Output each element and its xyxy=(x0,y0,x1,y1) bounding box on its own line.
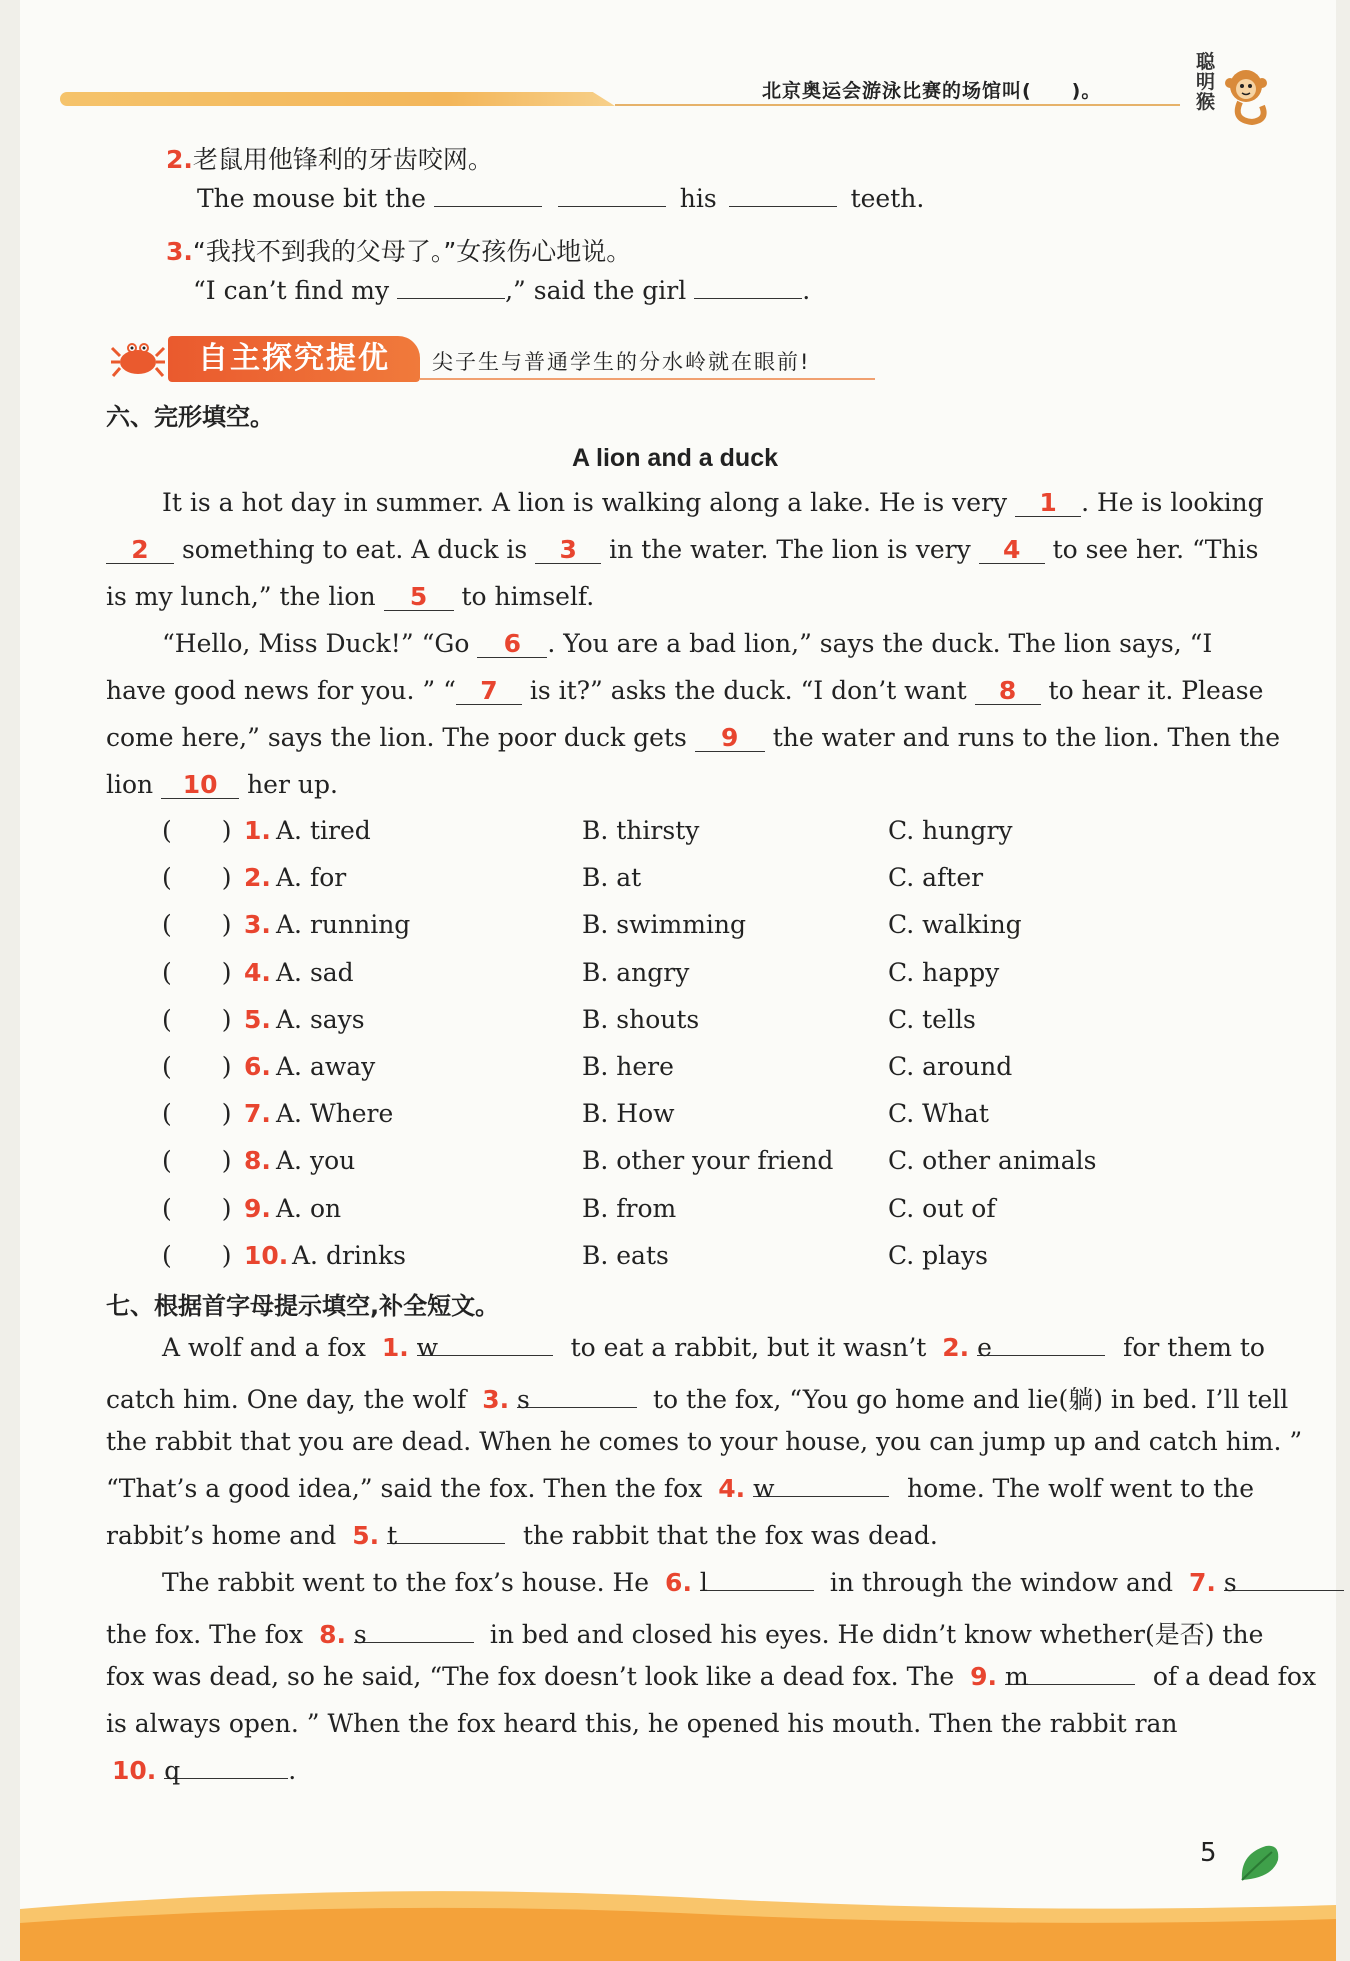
option-a[interactable]: A. on xyxy=(276,1194,342,1223)
cloze-blank-4[interactable]: 4 xyxy=(979,537,1045,564)
passage-line-2: catch him. One day, the wolf 3. s to the fox, “You go home and lie(躺) in bed. I’ll tell xyxy=(106,1385,1289,1414)
hint-blank-3[interactable]: s xyxy=(517,1385,637,1408)
hint-blank-8[interactable]: s xyxy=(354,1620,474,1643)
passage-line-10: 10. q . xyxy=(112,1756,297,1785)
option-c[interactable]: C. hungry xyxy=(888,816,1013,845)
hint-blank-9[interactable]: m xyxy=(1005,1662,1135,1685)
option-c[interactable]: C. after xyxy=(888,863,984,892)
answer-blank[interactable] xyxy=(434,184,542,207)
option-a[interactable]: A. tired xyxy=(276,816,371,845)
cloze-blank-3[interactable]: 3 xyxy=(535,537,601,564)
story-line-1: It is a hot day in summer. A lion is walking along a lake. He is very 1 . He is looking xyxy=(162,488,1264,517)
passage-line-4: “That’s a good idea,” said the fox. Then the fox 4. w home. The wolf went to the xyxy=(106,1474,1255,1503)
option-number: 3. xyxy=(244,910,271,939)
story-line-5: have good news for you. ” “ 7 is it?” asks the duck. “I don’t want 8 to hear it. Please xyxy=(106,676,1264,705)
page-number: 5 xyxy=(1200,1838,1217,1868)
option-b[interactable]: B. eats xyxy=(582,1241,669,1270)
option-a[interactable]: A. says xyxy=(276,1005,365,1034)
answer-paren[interactable]: ( ) xyxy=(162,863,232,892)
option-b[interactable]: B. other your friend xyxy=(582,1146,834,1175)
option-number: 1. xyxy=(244,816,271,845)
option-c[interactable]: C. tells xyxy=(888,1005,976,1034)
answer-blank[interactable] xyxy=(729,184,837,207)
option-b[interactable]: B. angry xyxy=(582,958,690,987)
answer-paren[interactable]: ( ) xyxy=(162,1194,232,1223)
answer-paren[interactable]: ( ) xyxy=(162,816,232,845)
option-b[interactable]: B. swimming xyxy=(582,910,747,939)
banner-subtitle: 尖子生与普通学生的分水岭就在眼前! xyxy=(432,350,811,374)
passage-line-9: is always open. ” When the fox heard this, he opened his mouth. Then the rabbit ran xyxy=(106,1709,1178,1738)
option-a[interactable]: A. you xyxy=(276,1146,356,1175)
option-b[interactable]: B. here xyxy=(582,1052,674,1081)
answer-paren[interactable]: ( ) xyxy=(162,958,232,987)
option-a[interactable]: A. for xyxy=(276,863,347,892)
passage-line-7: the fox. The fox 8. s in bed and closed his eyes. He didn’t know whether(是否) the xyxy=(106,1620,1264,1649)
passage-line-5: rabbit’s home and 5. t the rabbit that the fox was dead. xyxy=(106,1521,938,1550)
passage-line-3: the rabbit that you are dead. When he comes to your house, you can jump up and catch him. ” xyxy=(106,1427,1303,1456)
story-line-6: come here,” says the lion. The poor duck gets 9 the water and runs to the lion. Then the xyxy=(106,723,1281,752)
header-question: 北京奥运会游泳比赛的场馆叫( )。 xyxy=(762,80,1102,102)
option-c[interactable]: C. other animals xyxy=(888,1146,1097,1175)
option-b[interactable]: B. from xyxy=(582,1194,677,1223)
crab-icon xyxy=(110,334,166,382)
story-line-4: “Hello, Miss Duck!” “Go 6 . You are a bad lion,” says the duck. The lion says, “I xyxy=(162,629,1213,658)
cloze-blank-6[interactable]: 6 xyxy=(477,631,547,658)
option-c[interactable]: C. What xyxy=(888,1099,989,1128)
cloze-blank-7[interactable]: 7 xyxy=(456,678,522,705)
cloze-blank-1[interactable]: 1 xyxy=(1015,490,1081,517)
story-line-3: is my lunch,” the lion 5 to himself. xyxy=(106,582,595,611)
option-number: 8. xyxy=(244,1146,271,1175)
option-a[interactable]: A. running xyxy=(276,910,411,939)
answer-paren[interactable]: ( ) xyxy=(162,910,232,939)
answer-blank[interactable] xyxy=(558,184,666,207)
hint-blank-10[interactable]: q xyxy=(164,1756,288,1779)
story-line-7: lion 10 her up. xyxy=(106,770,338,799)
section7-title: 七、根据首字母提示填空,补全短文。 xyxy=(106,1292,500,1320)
option-number: 10. xyxy=(244,1241,289,1270)
hint-blank-7[interactable]: s xyxy=(1224,1568,1344,1591)
answer-paren[interactable]: ( ) xyxy=(162,1241,232,1270)
story-title: A lion and a duck xyxy=(571,444,779,472)
logo-text: 聪明猴 xyxy=(1196,51,1216,113)
option-b[interactable]: B. thirsty xyxy=(582,816,700,845)
cloze-blank-10[interactable]: 10 xyxy=(161,772,239,799)
option-number: 9. xyxy=(244,1194,271,1223)
story-line-2: 2 something to eat. A duck is 3 in the water. The lion is very 4 to see her. “This xyxy=(106,535,1258,564)
option-c[interactable]: C. around xyxy=(888,1052,1013,1081)
cloze-blank-2[interactable]: 2 xyxy=(106,537,174,564)
translation-q2-en: The mouse bit the his teeth. xyxy=(197,184,925,213)
page-edge-left xyxy=(0,0,20,1961)
cloze-blank-8[interactable]: 8 xyxy=(975,678,1041,705)
option-a[interactable]: A. drinks xyxy=(292,1241,406,1270)
cloze-blank-5[interactable]: 5 xyxy=(384,584,454,611)
hint-blank-6[interactable]: l xyxy=(700,1568,814,1591)
translation-q2-cn: 2.老鼠用他锋利的牙齿咬网。 xyxy=(166,145,493,174)
passage-line-1: A wolf and a fox 1. w to eat a rabbit, but it wasn’t 2. e for them to xyxy=(162,1333,1265,1362)
answer-paren[interactable]: ( ) xyxy=(162,1052,232,1081)
hint-blank-5[interactable]: t xyxy=(387,1521,505,1544)
header-divider xyxy=(615,104,1180,106)
option-b[interactable]: B. at xyxy=(582,863,642,892)
banner-underline xyxy=(420,378,875,380)
hint-blank-1[interactable]: w xyxy=(417,1333,553,1356)
option-b[interactable]: B. How xyxy=(582,1099,675,1128)
option-a[interactable]: A. away xyxy=(276,1052,376,1081)
translation-q3-cn: 3.“我找不到我的父母了。”女孩伤心地说。 xyxy=(166,237,632,266)
passage-line-8: fox was dead, so he said, “The fox doesn’t look like a dead fox. The 9. m of a dead fox xyxy=(106,1662,1317,1691)
hint-blank-2[interactable]: e xyxy=(977,1333,1105,1356)
section6-title: 六、完形填空。 xyxy=(106,403,274,431)
option-number: 5. xyxy=(244,1005,271,1034)
option-number: 4. xyxy=(244,958,271,987)
option-number: 2. xyxy=(244,863,271,892)
option-a[interactable]: A. sad xyxy=(276,958,354,987)
section-banner: 自主探究提优 xyxy=(168,336,420,382)
passage-line-6: The rabbit went to the fox’s house. He 6. l in through the window and 7. s xyxy=(162,1568,1344,1597)
translation-q3-en: “I can’t find my ,” said the girl . xyxy=(193,276,811,305)
hint-blank-4[interactable]: w xyxy=(753,1474,889,1497)
footer-wave xyxy=(20,1875,1336,1961)
option-c[interactable]: C. plays xyxy=(888,1241,988,1270)
page-edge-right xyxy=(1336,0,1350,1961)
answer-paren[interactable]: ( ) xyxy=(162,1099,232,1128)
cloze-blank-9[interactable]: 9 xyxy=(695,725,765,752)
option-b[interactable]: B. shouts xyxy=(582,1005,700,1034)
option-number: 6. xyxy=(244,1052,271,1081)
option-number: 7. xyxy=(244,1099,271,1128)
option-c[interactable]: C. out of xyxy=(888,1194,996,1223)
answer-paren[interactable]: ( ) xyxy=(162,1146,232,1175)
option-c[interactable]: C. walking xyxy=(888,910,1022,939)
header-bar xyxy=(60,92,615,106)
answer-blank[interactable] xyxy=(694,276,802,299)
option-c[interactable]: C. happy xyxy=(888,958,1000,987)
option-a[interactable]: A. Where xyxy=(276,1099,394,1128)
answer-paren[interactable]: ( ) xyxy=(162,1005,232,1034)
answer-blank[interactable] xyxy=(397,276,505,299)
